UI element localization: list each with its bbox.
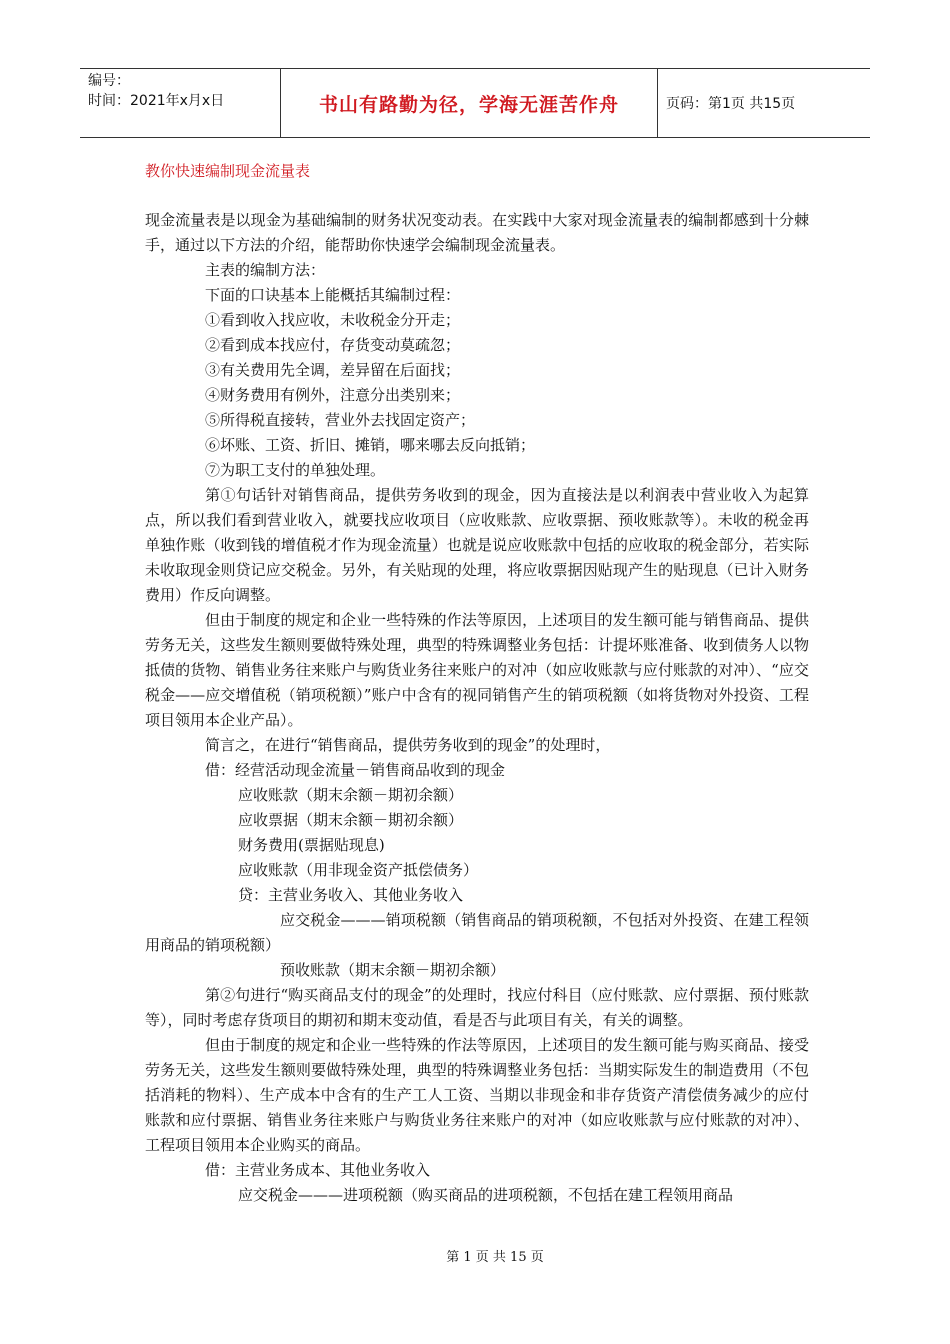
entry-line: 贷：主营业务收入、其他业务收入 <box>238 886 464 904</box>
paragraph: 第②句进行“购买商品支付的现金”的处理时，找应付科目（应付账款、应付票据、预付账款等），同时考虑存货项目的期初和期末变动值，看是否与此项目有关，有关的调整。 <box>145 986 809 1029</box>
entry-line: 借：主营业务成本、其他业务收入 <box>205 1161 431 1179</box>
entry-line: 应收票据（期末余额－期初余额） <box>238 811 464 829</box>
mnemonic-line: ③有关费用先全调，差异留在后面找； <box>205 361 461 379</box>
header-left-cell <box>80 69 281 137</box>
entry-line: 财务费用(票据贴现息) <box>238 836 385 854</box>
mnemonic-line: ⑦为职工支付的单独处理。 <box>205 461 386 479</box>
mnemonic-line: ⑥坏账、工资、折旧、摊销，哪来哪去反向抵销； <box>205 436 536 454</box>
header-page-cell <box>658 69 878 137</box>
entry-line: 借：经营活动现金流量－销售商品收到的现金 <box>205 761 506 779</box>
paragraph: 简言之，在进行“销售商品，提供劳务收到的现金”的处理时， <box>205 736 611 754</box>
document-header <box>80 68 870 138</box>
motto-text: 书山有路勤为径，学海无涯苦作舟 <box>318 93 619 116</box>
entry-line: 应收账款（用非现金资产抵偿债务） <box>238 861 479 879</box>
paragraph: 第①句话针对销售商品，提供劳务收到的现金，因为直接法是以利润表中营业收入为起算点，所以我们看到营业收入，就要找应收项目（应收账款、应收票据、预收账款等）。未收的税金再单独作账（收到钱的增值税才作为现金流量）也就是说应收账款中包括的应收取的税金部分，若实际未收取现金则贷记应交税金。另外，有关贴现的处理，将应收票据因贴现产生的贴现息（已计入财务费用）作反向调整。 <box>145 486 809 604</box>
document-body <box>145 208 809 1208</box>
page-code: 页码：第1页 共15页 <box>666 96 796 112</box>
document-title: 教你快速编制现金流量表 <box>145 162 311 180</box>
paragraph: 主表的编制方法： <box>205 261 326 279</box>
paragraph: 但由于制度的规定和企业一些特殊的作法等原因，上述项目的发生额可能与购买商品、接受劳务无关，这些发生额则要做特殊处理，典型的特殊调整业务包括：当期实际发生的制造费用（不包括消耗的物料）、生产成本中含有的生产工人工资、当期以非现金和非存货资产清偿债务减少的应付账款和应付票据、销售业务往来账户与购货业务往来账户的对冲（如应收账款与应付账款的对冲）、工程项目领用本企业购买的商品。 <box>145 1036 809 1154</box>
page-footer: 第 1 页 共 15 页 <box>446 1250 544 1265</box>
entry-line: 应交税金———销项税额（销售商品的销项税额，不包括对外投资、在建工程领用商品的销项税额） <box>145 911 809 954</box>
mnemonic-line: ⑤所得税直接转，营业外去找固定资产； <box>205 411 476 429</box>
paragraph: 下面的口诀基本上能概括其编制过程： <box>205 286 461 304</box>
entry-line: 应交税金———进项税额（购买商品的进项税额，不包括在建工程领用商品 <box>238 1186 734 1204</box>
date-line: 时间：2021年x月x日 <box>88 93 225 109</box>
mnemonic-line: ②看到成本找应付，存货变动莫疏忽； <box>205 336 461 354</box>
mnemonic-line: ①看到收入找应收，未收税金分开走； <box>205 311 461 329</box>
paragraph: 但由于制度的规定和企业一些特殊的作法等原因，上述项目的发生额可能与销售商品、提供劳务无关，这些发生额则要做特殊处理，典型的特殊调整业务包括：计提坏账准备、收到债务人以物抵债的货物、销售业务往来账户与购货业务往来账户的对冲（如应收账款与应付账款的对冲）、“应交税金——应交增值税（销项税额）”账户中含有的视同销售产生的销项税额（如将货物对外投资、工程项目领用本企业产品）。 <box>145 611 809 729</box>
number-label: 编号： <box>88 73 130 89</box>
mnemonic-line: ④财务费用有例外，注意分出类别来； <box>205 386 461 404</box>
entry-line: 预收账款（期末余额－期初余额） <box>280 961 506 979</box>
header-motto-cell <box>281 69 658 137</box>
entry-line: 应收账款（期末余额－期初余额） <box>238 786 464 804</box>
paragraph: 现金流量表是以现金为基础编制的财务状况变动表。在实践中大家对现金流量表的编制都感到十分棘手，通过以下方法的介绍，能帮助你快速学会编制现金流量表。 <box>145 211 809 254</box>
